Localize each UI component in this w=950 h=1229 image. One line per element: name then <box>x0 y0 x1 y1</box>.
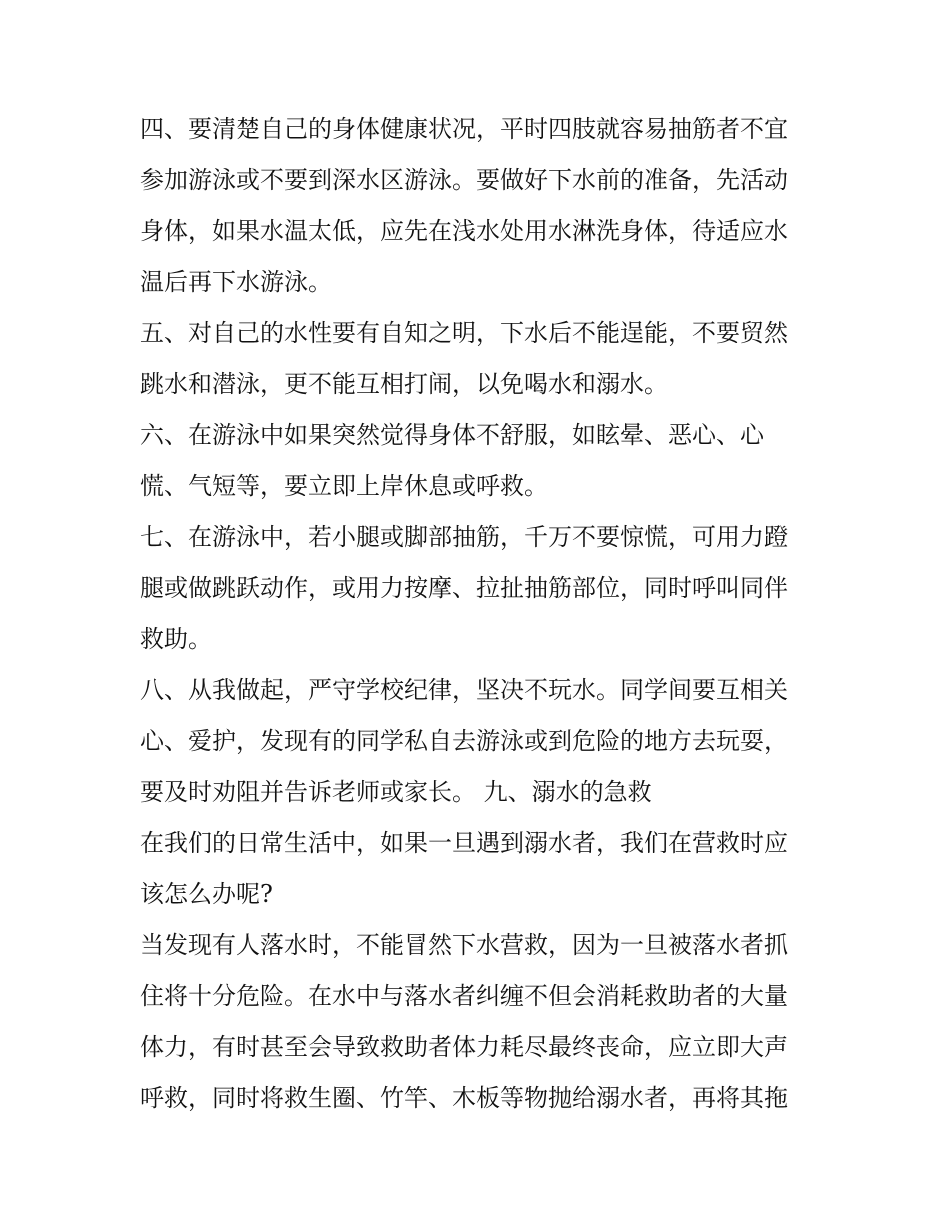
text-line: 心、爱护，发现有的同学私自去游泳或到危险的地方去玩耍， <box>140 727 788 755</box>
text-line: 当发现有人落水时，不能冒然下水营救，因为一旦被落水者抓 <box>140 931 788 959</box>
text-line: 慌、气短等，要立即上岸休息或呼救。 <box>140 472 548 500</box>
text-line: 六、在游泳中如果突然觉得身体不舒服，如眩晕、恶心、心 <box>140 421 764 449</box>
text-line: 温后再下水游泳。 <box>140 268 332 296</box>
text-line: 五、对自己的水性要有自知之明，下水后不能逞能，不要贸然 <box>140 319 788 347</box>
text-line: 四、要清楚自己的身体健康状况，平时四肢就容易抽筋者不宜 <box>140 115 788 143</box>
text-line: 要及时劝阻并告诉老师或家长。 九、溺水的急救 <box>140 778 652 806</box>
text-line: 参加游泳或不要到深水区游泳。要做好下水前的准备，先活动 <box>140 166 788 194</box>
text-line: 身体，如果水温太低，应先在浅水处用水淋洗身体，待适应水 <box>140 217 788 245</box>
text-line: 七、在游泳中，若小腿或脚部抽筋，千万不要惊慌，可用力蹬 <box>140 523 788 551</box>
text-line: 跳水和潜泳，更不能互相打闹，以免喝水和溺水。 <box>140 370 668 398</box>
text-line: 呼救，同时将救生圈、竹竿、木板等物抛给溺水者，再将其拖 <box>140 1084 788 1112</box>
document-body <box>140 104 820 1124</box>
text-line: 八、从我做起，严守学校纪律，坚决不玩水。同学间要互相关 <box>140 676 788 704</box>
text-line: 住将十分危险。在水中与落水者纠缠不但会消耗救助者的大量 <box>140 982 788 1010</box>
text-line: 救助。 <box>140 625 212 653</box>
text-line: 腿或做跳跃动作，或用力按摩、拉扯抽筋部位，同时呼叫同伴 <box>140 574 788 602</box>
text-line: 体力，有时甚至会导致救助者体力耗尽最终丧命，应立即大声 <box>140 1033 788 1061</box>
text-line: 在我们的日常生活中，如果一旦遇到溺水者，我们在营救时应 <box>140 829 788 857</box>
text-line: 该怎么办呢? <box>140 880 273 908</box>
